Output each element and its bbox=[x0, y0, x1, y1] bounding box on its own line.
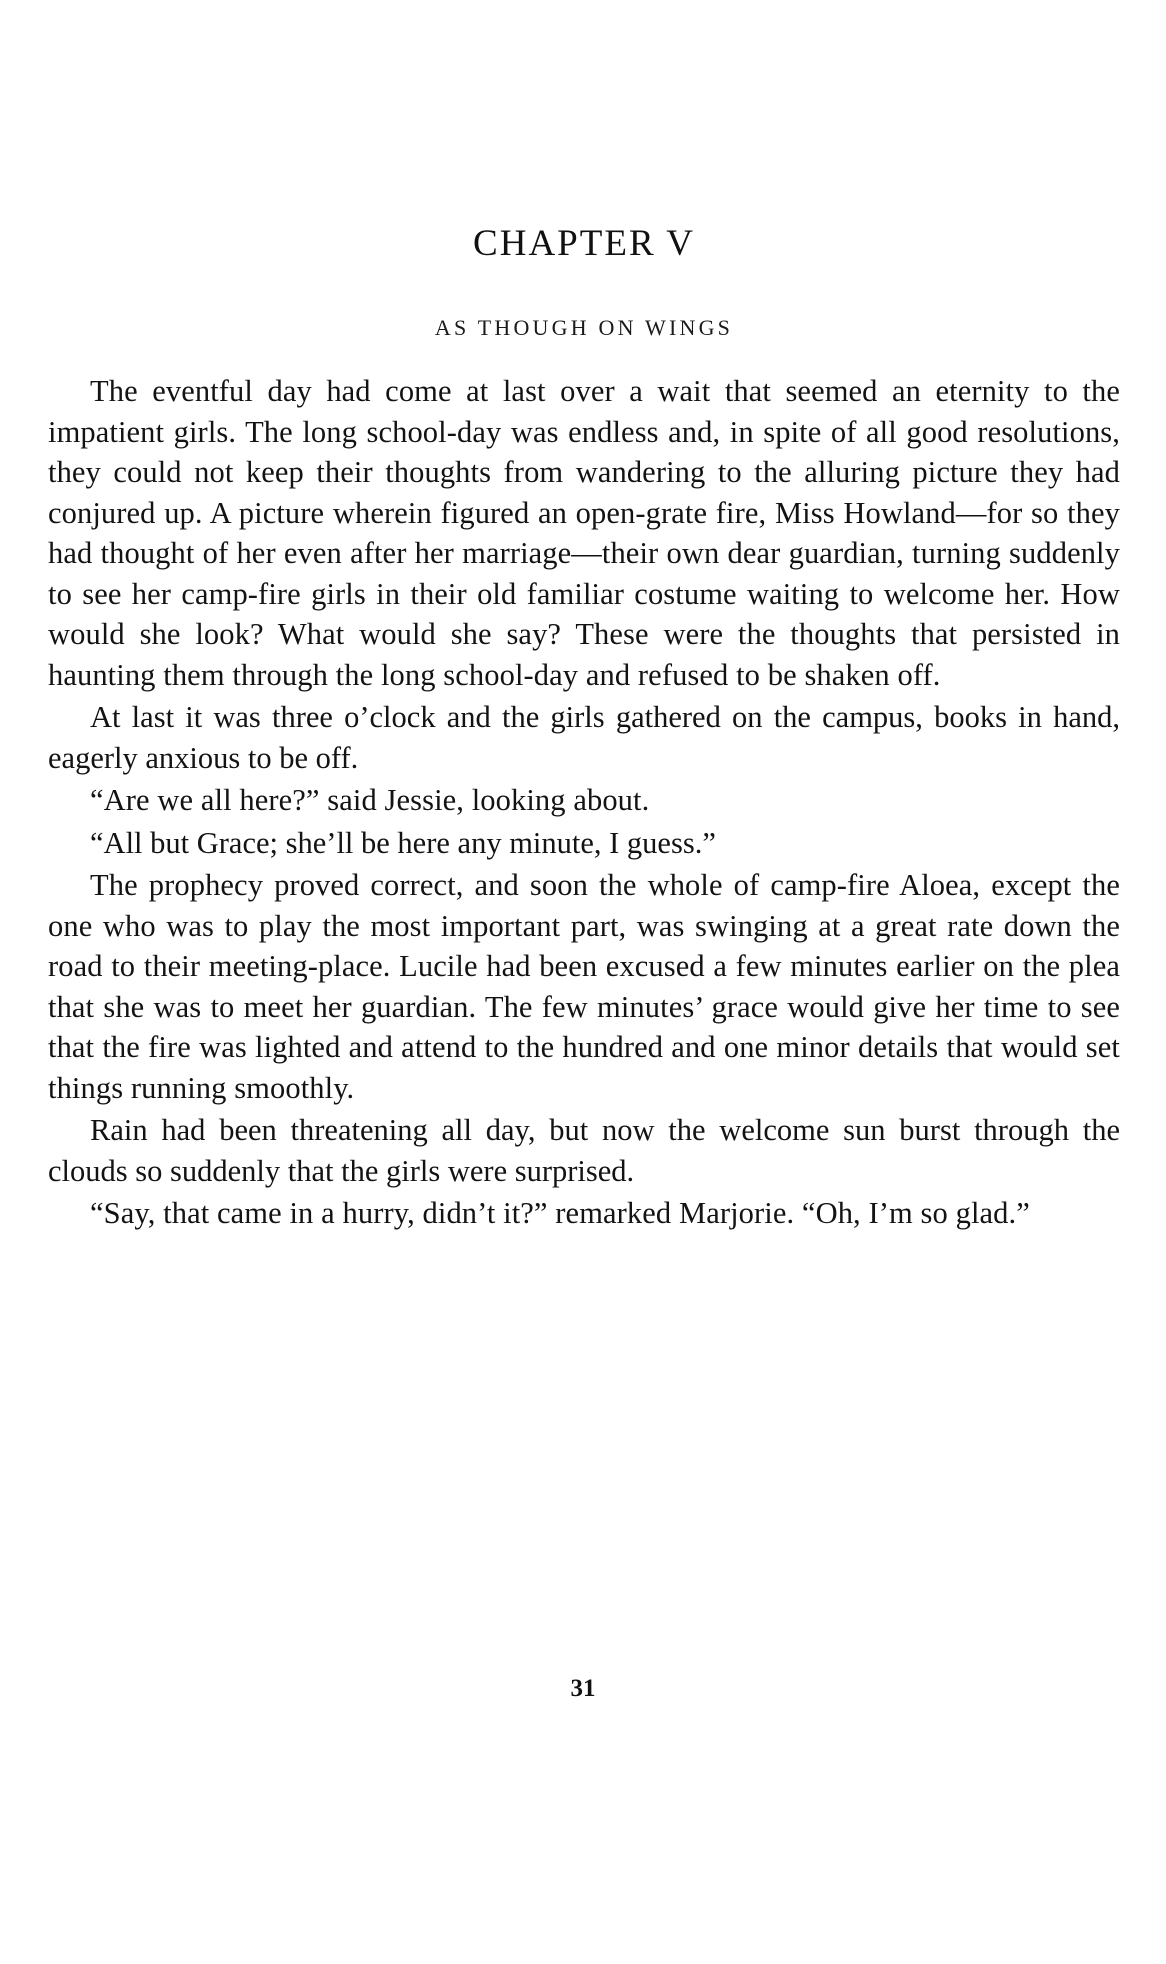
paragraph: “Say, that came in a hurry, didn’t it?” remarked Marjorie. “Oh, I’m so glad.” bbox=[90, 1196, 1030, 1230]
paragraph: “Are we all here?” said Jessie, looking about. bbox=[90, 783, 650, 817]
paragraph: At last it was three o’clock and the girls gathered on the campus, books in hand, eagerly anxious to be off. bbox=[48, 700, 1120, 775]
chapter-subtitle: AS THOUGH ON WINGS bbox=[434, 315, 734, 340]
page-number: 31 bbox=[570, 1675, 596, 1702]
chapter-heading: CHAPTER V bbox=[473, 223, 695, 264]
body-text bbox=[48, 371, 1120, 1234]
paragraph: Rain had been threatening all day, but now the welcome sun burst through the clouds so suddenly that the girls were surprised. bbox=[48, 1113, 1120, 1188]
paragraph: “All but Grace; she’ll be here any minute, I guess.” bbox=[90, 825, 716, 860]
paragraph: The eventful day had come at last over a wait that seemed an eternity to the impatient girls. The long school-day was endless and, in spite of all good resolutions, they could not keep their thoughts from wandering to the alluring picture they had conjured up. A picture wherein figured an open-grate fire, Miss Howland—for so they had thought of her even after her marriage—their own dear guardian, turning suddenly to see her camp-fire girls in their old familiar costume waiting to welcome her. How would she look? What would she say? These were the thoughts that persisted in haunting them through the long school-day and refused to be shaken off. bbox=[48, 374, 1120, 692]
page-content bbox=[48, 0, 1120, 1234]
paragraph: The prophecy proved correct, and soon the whole of camp-fire Aloea, except the one who was to play the most important part, was swinging at a great rate down the road to their meeting-place. Lucile had been excused a few minutes earlier on the plea that she was to meet her guardian. The few minutes’ grace would give her time to see that the fire was lighted and attend to the hundred and one minor details that would set things running smoothly. bbox=[48, 868, 1120, 1105]
